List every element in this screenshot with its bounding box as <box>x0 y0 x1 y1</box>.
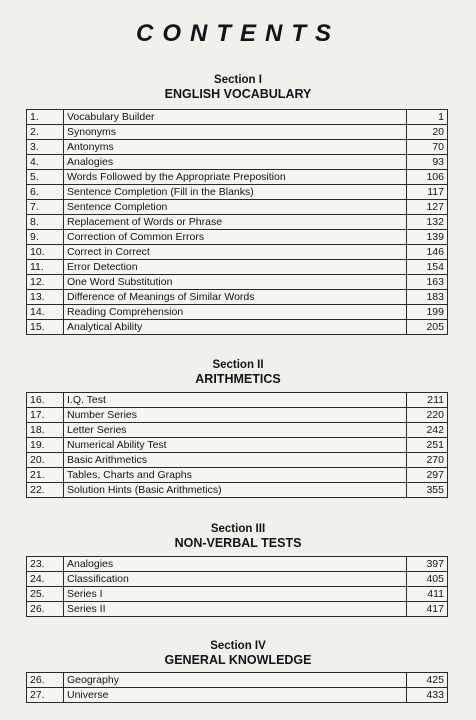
page-number: 211 <box>407 393 448 408</box>
chapter-number: 19. <box>27 438 64 453</box>
section-2-subheading: ARITHMETICS <box>195 372 281 386</box>
table-row <box>27 468 448 483</box>
chapter-title: Series II <box>64 602 407 617</box>
section-3-heading: Section III <box>210 523 266 535</box>
chapter-title: Words Followed by the Appropriate Preposition <box>64 170 407 185</box>
chapter-number: 25. <box>27 587 64 602</box>
page-number: 199 <box>407 305 448 320</box>
chapter-title: Tables, Charts and Graphs <box>64 468 407 483</box>
page-number: 106 <box>407 170 448 185</box>
table-row <box>27 572 448 587</box>
chapter-number: 27. <box>27 688 64 703</box>
chapter-title: Number Series <box>64 408 407 423</box>
page-number: 20 <box>407 125 448 140</box>
page-number: 397 <box>407 557 448 572</box>
chapter-number: 10. <box>27 245 64 260</box>
chapter-title: Antonyms <box>64 140 407 155</box>
chapter-title: Numerical Ability Test <box>64 438 407 453</box>
chapter-number: 4. <box>27 155 64 170</box>
chapter-title: Classification <box>64 572 407 587</box>
chapter-number: 8. <box>27 215 64 230</box>
chapter-title: Sentence Completion (Fill in the Blanks) <box>64 185 407 200</box>
table-row <box>27 185 448 200</box>
page-title: CONTENTS <box>136 20 340 47</box>
table-row <box>27 260 448 275</box>
table-row <box>27 230 448 245</box>
chapter-title: Analytical Ability <box>64 320 407 335</box>
chapter-title: Vocabulary Builder <box>64 110 407 125</box>
section-4-header <box>0 639 476 667</box>
table-row <box>27 125 448 140</box>
table-row <box>27 587 448 602</box>
table-row <box>27 453 448 468</box>
chapter-number: 26. <box>27 602 64 617</box>
table-row <box>27 275 448 290</box>
page-number: 220 <box>407 408 448 423</box>
section-1-header <box>0 73 476 101</box>
chapter-number: 5. <box>27 170 64 185</box>
table-row <box>27 438 448 453</box>
page-number: 411 <box>407 587 448 602</box>
page-number: 205 <box>407 320 448 335</box>
chapter-number: 21. <box>27 468 64 483</box>
chapter-number: 18. <box>27 423 64 438</box>
page-number: 297 <box>407 468 448 483</box>
chapter-title: Reading Comprehension <box>64 305 407 320</box>
chapter-title: Analogies <box>64 155 407 170</box>
page-number: 1 <box>407 110 448 125</box>
table-row <box>27 320 448 335</box>
table-row <box>27 673 448 688</box>
page-number: 163 <box>407 275 448 290</box>
chapter-title: Replacement of Words or Phrase <box>64 215 407 230</box>
section-2-heading: Section II <box>212 359 264 371</box>
page-number: 433 <box>407 688 448 703</box>
chapter-title: Synonyms <box>64 125 407 140</box>
chapter-title: Solution Hints (Basic Arithmetics) <box>64 483 407 498</box>
chapter-number: 15. <box>27 320 64 335</box>
page-number: 405 <box>407 572 448 587</box>
chapter-number: 20. <box>27 453 64 468</box>
table-row <box>27 483 448 498</box>
chapter-number: 24. <box>27 572 64 587</box>
table-row <box>27 408 448 423</box>
section-3-subheading: NON-VERBAL TESTS <box>174 536 302 550</box>
page-number: 154 <box>407 260 448 275</box>
chapter-number: 6. <box>27 185 64 200</box>
section-4-heading: Section IV <box>210 640 266 652</box>
chapter-title: Letter Series <box>64 423 407 438</box>
section-2-table <box>26 392 448 498</box>
table-row <box>27 688 448 703</box>
chapter-number: 26. <box>27 673 64 688</box>
chapter-number: 3. <box>27 140 64 155</box>
chapter-number: 11. <box>27 260 64 275</box>
chapter-number: 14. <box>27 305 64 320</box>
chapter-number: 16. <box>27 393 64 408</box>
table-row <box>27 423 448 438</box>
table-row <box>27 215 448 230</box>
table-row <box>27 110 448 125</box>
chapter-title: I.Q. Test <box>64 393 407 408</box>
chapter-title: Basic Arithmetics <box>64 453 407 468</box>
page-number: 70 <box>407 140 448 155</box>
chapter-number: 23. <box>27 557 64 572</box>
table-row <box>27 290 448 305</box>
table-row <box>27 155 448 170</box>
table-row <box>27 557 448 572</box>
table-row <box>27 140 448 155</box>
chapter-number: 2. <box>27 125 64 140</box>
page-number: 417 <box>407 602 448 617</box>
section-3-header <box>0 522 476 550</box>
table-row <box>27 200 448 215</box>
page-number: 270 <box>407 453 448 468</box>
chapter-number: 12. <box>27 275 64 290</box>
chapter-title: Universe <box>64 688 407 703</box>
section-1-subheading: ENGLISH VOCABULARY <box>164 87 312 101</box>
chapter-title: Sentence Completion <box>64 200 407 215</box>
table-row <box>27 245 448 260</box>
page-number: 93 <box>407 155 448 170</box>
page-number: 425 <box>407 673 448 688</box>
chapter-number: 13. <box>27 290 64 305</box>
chapter-number: 17. <box>27 408 64 423</box>
chapter-title: Difference of Meanings of Similar Words <box>64 290 407 305</box>
section-1-heading: Section I <box>214 74 262 86</box>
table-row <box>27 602 448 617</box>
section-4-table <box>26 672 448 703</box>
page-number: 242 <box>407 423 448 438</box>
chapter-title: Correction of Common Errors <box>64 230 407 245</box>
page-number: 139 <box>407 230 448 245</box>
chapter-number: 1. <box>27 110 64 125</box>
chapter-number: 22. <box>27 483 64 498</box>
table-row <box>27 393 448 408</box>
table-row <box>27 305 448 320</box>
page-number: 355 <box>407 483 448 498</box>
table-row <box>27 170 448 185</box>
section-1-table <box>26 109 448 335</box>
section-4-subheading: GENERAL KNOWLEDGE <box>164 653 312 667</box>
chapter-title: Analogies <box>64 557 407 572</box>
chapter-title: Series I <box>64 587 407 602</box>
section-2-header <box>0 358 476 386</box>
section-3-table <box>26 556 448 617</box>
page-number: 132 <box>407 215 448 230</box>
chapter-title: Geography <box>64 673 407 688</box>
chapter-title: One Word Substitution <box>64 275 407 290</box>
chapter-number: 9. <box>27 230 64 245</box>
page-number: 127 <box>407 200 448 215</box>
chapter-number: 7. <box>27 200 64 215</box>
page-number: 146 <box>407 245 448 260</box>
page-number: 251 <box>407 438 448 453</box>
page-number: 183 <box>407 290 448 305</box>
page-number: 117 <box>407 185 448 200</box>
chapter-title: Error Detection <box>64 260 407 275</box>
chapter-title: Correct in Correct <box>64 245 407 260</box>
